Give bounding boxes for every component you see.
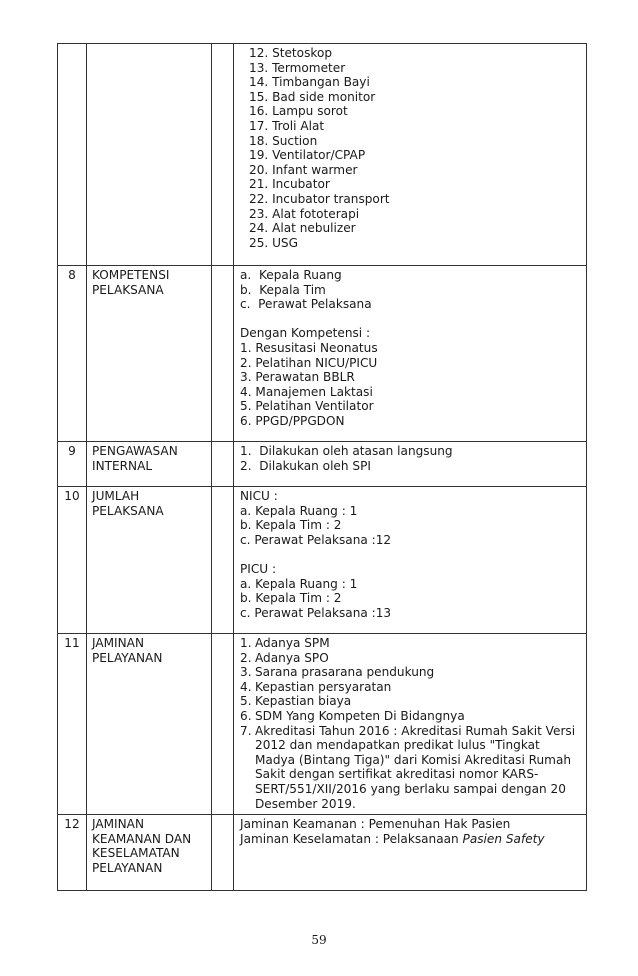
list-item: 4. Kepastian persyaratan (240, 679, 392, 694)
separator-cell (212, 44, 234, 266)
list-item: 12. Stetoskop (249, 46, 333, 60)
nicu-heading: NICU : (240, 489, 278, 503)
separator-cell (212, 634, 234, 815)
list-item: 19. Ventilator/CPAP (249, 148, 366, 163)
component-line: PELAKSANA (92, 282, 164, 297)
list-item: a. Kepala Ruang : 1 (240, 503, 358, 518)
supervision-content (234, 442, 587, 487)
list-item: 1. Dilakukan oleh atasan langsung (240, 444, 453, 458)
component-line: KESELAMATAN (92, 846, 180, 861)
safety-guarantee: Jaminan Keselamatan : Pelaksanaan Pasien Safety (240, 831, 545, 846)
table-row-12 (58, 815, 587, 891)
component-line: JUMLAH (92, 489, 140, 503)
list-item: 25. USG (249, 235, 298, 250)
row-number: 12 (58, 815, 87, 891)
list-item: 5. Kepastian biaya (240, 694, 352, 709)
separator-cell (212, 266, 234, 442)
component-line: JAMINAN (92, 817, 144, 832)
separator-cell (212, 442, 234, 487)
list-item: b. Kepala Tim : 2 (240, 591, 342, 606)
security-safety-content (234, 815, 587, 891)
list-item: 2. Dilakukan oleh SPI (240, 458, 371, 473)
component-line: KOMPETENSI (92, 268, 170, 282)
list-item: 5. Pelatihan Ventilator (240, 399, 374, 414)
row-number (58, 44, 87, 266)
list-item: 7. Akreditasi Tahun 2016 : Akreditasi Rumah Sakit Versi 2012 dan mendapatkan predikat lulus "Tingkat Madya (Bintang Tiga)" dari Komisi Akreditasi Rumah Sakit dengan sertifikat akreditasi nomor KARS-SERT/551/XII/2016 yang berlaku sampai dengan 20 Desember 2019. (240, 723, 576, 811)
staff-count-content (234, 487, 587, 634)
service-standard-table (57, 43, 587, 891)
list-item: 14. Timbangan Bayi (249, 75, 370, 90)
competence-heading: Dengan Kompetensi : (240, 326, 371, 341)
list-item: 23. Alat fototerapi (249, 206, 360, 221)
list-item: 3. Perawatan BBLR (240, 370, 355, 385)
table-row-10 (58, 487, 587, 634)
component-line: PELAYANAN (92, 650, 163, 665)
list-item: c. Perawat Pelaksana :13 (240, 605, 392, 620)
list-item: 21. Incubator (249, 177, 330, 192)
separator-cell (212, 815, 234, 891)
equipment-list (234, 44, 587, 266)
table-row-9 (58, 442, 587, 487)
list-item: a. Kepala Ruang (240, 268, 342, 282)
row-number: 9 (58, 442, 87, 487)
list-item: a. Kepala Ruang : 1 (240, 576, 358, 591)
component-line: PELAYANAN (92, 860, 163, 875)
list-item: 13. Termometer (249, 60, 346, 75)
security-guarantee: Jaminan Keamanan : Pemenuhan Hak Pasien (240, 817, 511, 832)
row-component (87, 634, 212, 815)
list-item: 15. Bad side monitor (249, 89, 376, 104)
row-number: 8 (58, 266, 87, 442)
row-component (87, 266, 212, 442)
row-component (87, 442, 212, 487)
row-component (87, 487, 212, 634)
list-item: 22. Incubator transport (249, 191, 390, 206)
row-number: 11 (58, 634, 87, 815)
list-item: 1. Resusitasi Neonatus (240, 340, 378, 355)
separator-cell (212, 487, 234, 634)
row-component (87, 815, 212, 891)
component-line: INTERNAL (92, 458, 153, 473)
component-line: PENGAWASAN (92, 444, 178, 458)
list-item: 3. Sarana prasarana pendukung (240, 665, 435, 680)
page-number: 59 (311, 933, 327, 947)
row-number: 10 (58, 487, 87, 634)
list-item: 1. Adanya SPM (240, 636, 330, 650)
list-item: 6. SDM Yang Kompeten Di Bidangnya (240, 708, 465, 723)
component-line: JAMINAN (92, 636, 144, 650)
list-item: c. Perawat Pelaksana (240, 297, 372, 312)
table-row-8 (58, 266, 587, 442)
list-item: 24. Alat nebulizer (249, 221, 356, 236)
list-item: 2. Adanya SPO (240, 650, 329, 665)
list-item: 20. Infant warmer (249, 162, 358, 177)
list-item: 17. Troli Alat (249, 118, 325, 133)
list-item: 16. Lampu sorot (249, 104, 348, 119)
list-item: 4. Manajemen Laktasi (240, 384, 373, 399)
table-row-11 (58, 634, 587, 815)
list-item: 18. Suction (249, 133, 318, 148)
list-item: b. Kepala Tim : 2 (240, 518, 342, 533)
service-guarantee-content (234, 634, 587, 815)
table-row-equipment (58, 44, 587, 266)
list-item: b. Kepala Tim (240, 282, 326, 297)
component-line: PELAKSANA (92, 503, 164, 518)
list-item: 6. PPGD/PPGDON (240, 413, 345, 428)
list-item: c. Perawat Pelaksana :12 (240, 532, 392, 547)
list-item: 2. Pelatihan NICU/PICU (240, 355, 378, 370)
component-line: KEAMANAN DAN (92, 831, 192, 846)
row-component (87, 44, 212, 266)
picu-heading: PICU : (240, 561, 277, 576)
competence-content (234, 266, 587, 442)
